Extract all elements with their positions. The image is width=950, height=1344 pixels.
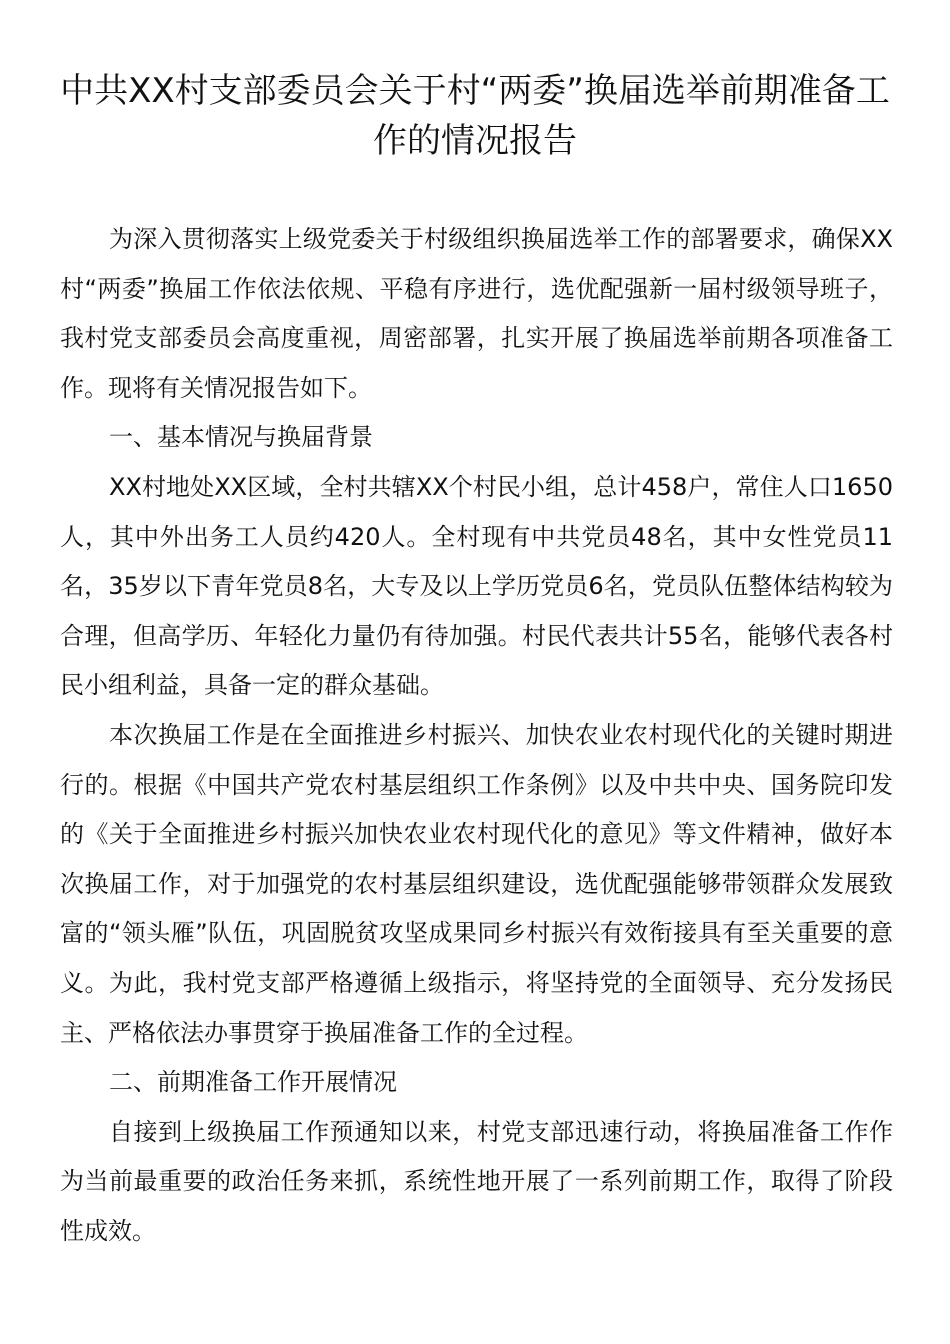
background-paragraph: 本次换届工作是在全面推进乡村振兴、加快农业农村现代化的关键时期进行的。根据《中国共产党农村基层组织工作条例》以及中共中央、国务院印发的《关于全面推进乡村振兴加快农业农村现代化的意见》等文件精神，做好本次换届工作，对于加强党的农村基层组织建设，选优配强能够带领群众发展致富的“领头雁”队伍，巩固脱贫攻坚成果同乡村振兴有效衔接具有至关重要的意义。为此，我村党支部严格遵循上级指示，将坚持党的全面领导、充分发扬民主、严格依法办事贯穿于换届准备工作的全过程。: [60, 720, 893, 1047]
preparation-paragraph: 自接到上级换届工作预通知以来，村党支部迅速行动，将换届准备工作作为当前最重要的政治任务来抓，系统性地开展了一系列前期工作，取得了阶段性成效。: [60, 1117, 893, 1245]
document-title: 中共XX村支部委员会关于村“两委”换届选举前期准备工作的情况报告: [60, 71, 890, 161]
intro-paragraph: 为深入贯彻落实上级党委关于村级组织换届选举工作的部署要求，确保XX村“两委”换届工作依法依规、平稳有序进行，选优配强新一届村级领导班子，我村党支部委员会高度重视，周密部署，扎实开展了换届选举前期各项准备工作。现将有关情况报告如下。: [60, 225, 893, 402]
section-heading-1: 一、基本情况与换届背景: [109, 423, 373, 452]
document-body: [60, 215, 893, 1256]
section-heading-2: 二、前期准备工作开展情况: [109, 1068, 397, 1097]
basic-info-paragraph: XX村地处XX区域，全村共辖XX个村民小组，总计458户，常住人口1650人，其中外出务工人员约420人。全村现有中共党员48名，其中女性党员11名，35岁以下青年党员8名，大专及以上学历党员6名，党员队伍整体结构较为合理，但高学历、年轻化力量仍有待加强。村民代表共计55名，能够代表各村民小组利益，具备一定的群众基础。: [60, 472, 893, 700]
